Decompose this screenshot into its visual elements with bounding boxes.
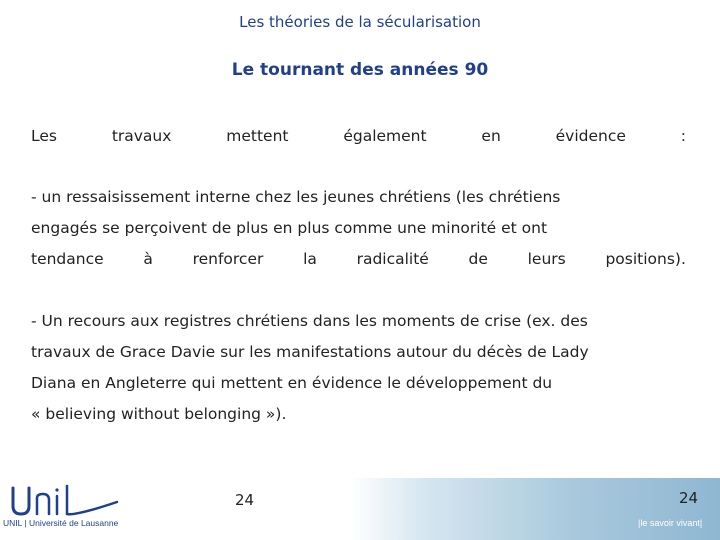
intro-word: également [343,127,427,145]
word: leurs [527,250,566,268]
page-number-right: 24 [679,489,699,507]
paragraph-crisis-registers [31,306,686,430]
unil-caption: UNIL | Université de Lausanne [3,518,119,528]
intro-paragraph [31,121,686,152]
header-title: Les théories de la sécularisation [239,13,481,31]
word: renforcer [192,250,264,268]
intro-word: mettent [226,127,289,145]
word: la [303,250,317,268]
text-line [31,182,686,213]
intro-word: en [481,127,501,145]
text-line [31,213,686,244]
word: radicalité [356,250,429,268]
text-line [31,368,686,399]
text-line [31,306,686,337]
page-number-left: 24 [235,491,255,509]
footer-decorative-band [350,478,720,540]
text-line-content: travaux de Grace Davie sur les manifestations autour du décès de Lady [31,343,589,361]
slide-title: Le tournant des années 90 [231,60,489,80]
text-line [31,244,686,275]
word: à [143,250,153,268]
text-line-content: engagés se perçoivent de plus en plus comme une minorité et ont [31,219,548,237]
intro-word: évidence [555,127,626,145]
paragraph-young-christians [31,182,686,275]
text-line-content: - Un recours aux registres chrétiens dans les moments de crise (ex. des [31,312,588,330]
text-line [31,399,686,430]
intro-word: Les [31,127,57,145]
tagline: |le savoir vivant| [638,518,703,528]
intro-word: travaux [111,127,172,145]
intro-line [31,121,686,152]
intro-word: : [680,127,686,145]
text-line-content: « believing without belonging »). [31,405,287,423]
word: positions). [605,250,686,268]
text-line [31,337,686,368]
text-line-content: Diana en Angleterre qui mettent en évidence le développement du [31,374,553,392]
word: tendance [31,250,104,268]
text-line-content: - un ressaisissement interne chez les jeunes chrétiens (les chrétiens [31,188,561,206]
unil-logo [5,484,125,516]
word: de [468,250,488,268]
